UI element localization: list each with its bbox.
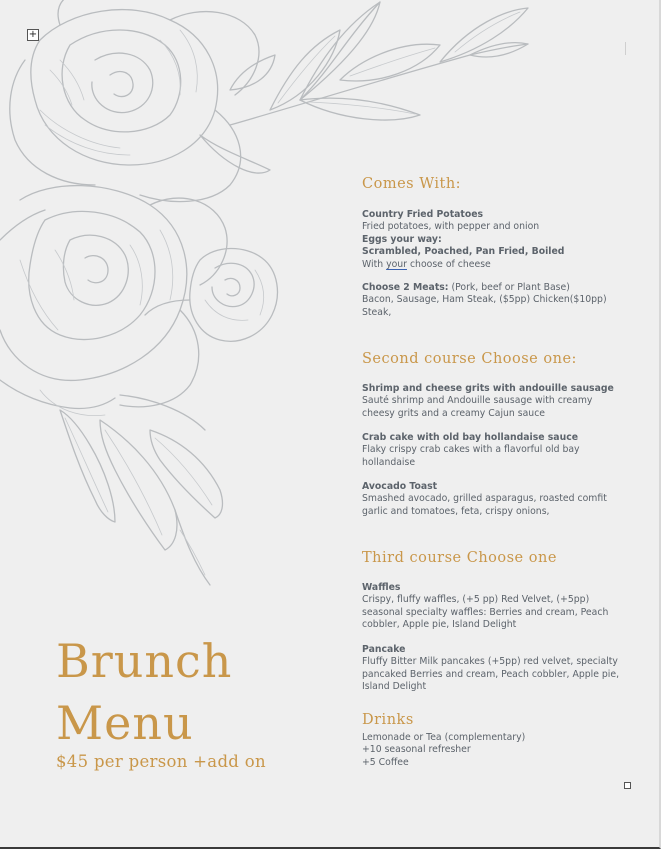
item-description: Crispy, fluffy waffles, (+5 pp) Red Velvet, (+5pp) seasonal specialty waffles: Berries and cream, Peach cobbler, Apple pie, Island Delight [362,594,609,631]
section-heading-third-course: Third course Choose one [362,550,557,566]
table-resize-handle[interactable] [624,782,631,789]
comes-with-block [362,209,624,271]
item-name: Shrimp and cheese grits with andouille sausage [362,383,614,394]
second-item-1 [362,383,624,420]
section-heading-drinks: Drinks [362,712,414,728]
item-options: Scrambled, Poached, Pan Fried, Boiled [362,246,565,258]
section-heading-comes-with: Comes With: [362,176,462,192]
item-name: Eggs your way: [362,233,442,245]
item-name: Avocado Toast [362,481,438,492]
menu-title [56,630,232,754]
item-description: Fluffy Bitter Milk pancakes (+5pp) red velvet, specialty pancaked Berries and cream, Peach cobbler, Apple pie, Island Delight [362,656,620,693]
spellcheck-word[interactable]: your [386,258,407,270]
text-cursor [625,42,626,55]
table-move-handle[interactable]: + [28,29,38,40]
price-subtitle: $45 per person +add on [56,752,266,771]
item-description: Flaky crispy crab cakes with a flavorful old bay hollandaise [362,444,580,468]
item-description: Bacon, Sausage, Ham Steak, ($5pp) Chicken($10pp) Steak, [362,294,607,318]
item-name: Waffles [362,582,401,593]
item-description: Fried potatoes, with pepper and onion [362,221,540,233]
item-name: Crab cake with old bay hollandaise sauce [362,432,579,443]
drink-item: +10 seasonal refresher [362,744,471,756]
drinks-block [362,732,624,769]
drink-item: +5 Coffee [362,756,409,768]
item-description: Sauté shrimp and Andouille sausage with creamy cheesy grits and a creamy Cajun sauce [362,395,593,419]
item-description: Smashed avocado, grilled asparagus, roasted comfit garlic and tomatoes, feta, crispy onions, [362,493,607,517]
item-note: (Pork, beef or Plant Base) [448,282,570,293]
item-name: Choose 2 Meats: [362,282,449,293]
cheese-line: With your choose of cheese [362,258,491,270]
meats-block [362,282,624,319]
menu-title-line-2: Menu [56,696,194,750]
third-item-1 [362,582,624,632]
third-item-2 [362,644,624,694]
item-name: Pancake [362,644,406,655]
second-item-2 [362,432,624,469]
menu-title-line-1: Brunch [56,634,233,688]
second-item-3 [362,481,624,518]
section-heading-second-course: Second course Choose one: [362,351,577,367]
drink-item: Lemonade or Tea (complementary) [362,732,526,743]
item-name: Country Fried Potatoes [362,209,484,220]
